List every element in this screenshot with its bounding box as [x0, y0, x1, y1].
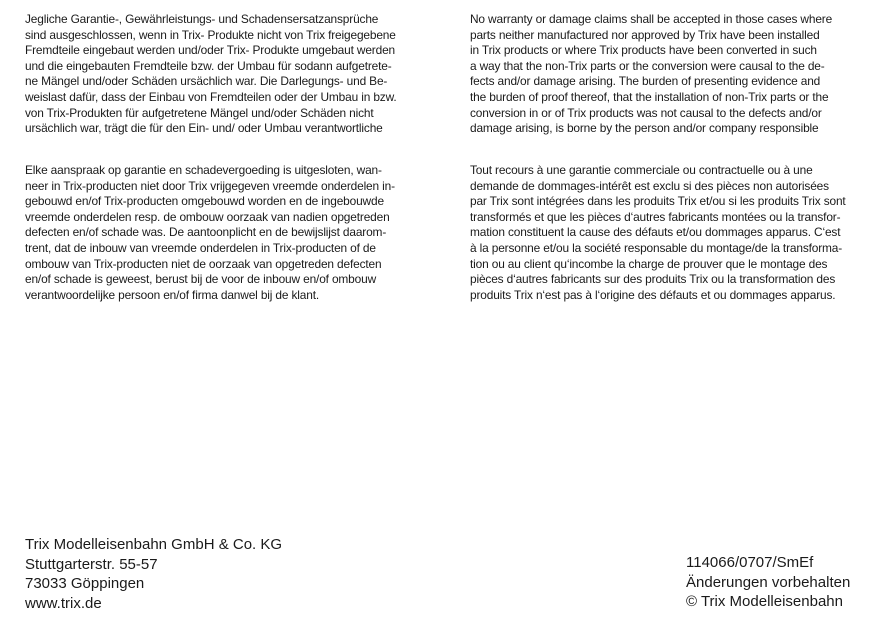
text-line: fects and/or damage arising. The burden of presenting evidence and	[470, 74, 821, 89]
text-line: tion ou au client qu‘incombe la charge de prouver que le montage des	[470, 256, 828, 271]
company-address	[25, 535, 282, 613]
city-address: 73033 Göppingen	[25, 575, 145, 592]
text-line: ursächlich war, trägt die für den Ein- und/ oder Umbau verantwortliche	[25, 121, 383, 136]
text-line: à la personne et/ou la société responsable du montage/de la transforma-	[470, 240, 843, 255]
text-line: demande de dommages-intérêt est exclu si des pièces non autorisées	[470, 178, 829, 193]
document-code: 114066/0707/SmEf	[686, 554, 814, 571]
text-line: produits Trix n‘est pas à l‘origine des défauts et ou dommages apparus.	[470, 287, 836, 302]
text-line: weislast dafür, dass der Einbau von Fremdteilen oder der Umbau in bzw.	[25, 89, 397, 104]
text-line: trent, dat de inbouw van vreemde onderdelen in Trix-producten of de	[25, 240, 376, 255]
text-line: Fremdteile eingebaut werden und/oder Trix- Produkte umgebaut werden	[25, 43, 396, 58]
text-line: vreemde onderdelen resp. de ombouw oorzaak van nadien opgetreden	[25, 209, 390, 224]
text-line: gebouwd en/of Trix-producten omgebouwd worden en de ingebouwde	[25, 194, 384, 209]
text-line: verantwoordelijke persoon en/of firma danwel bij de klant.	[25, 287, 320, 302]
text-line: a way that the non-Trix parts or the conversion were causal to the de-	[470, 58, 825, 73]
text-line: conversion in or of Trix products was not causal to the defects and/or	[470, 105, 822, 120]
warranty-text-english	[470, 12, 832, 137]
text-line: sind ausgeschlossen, wenn in Trix- Produkte nicht von Trix freigegebene	[25, 27, 396, 42]
text-line: pièces d‘autres fabricants sur des produits Trix ou la transformation des	[470, 272, 836, 287]
text-line: mation constituent la cause des défauts et/ou dommages apparus. C‘est	[470, 225, 841, 240]
text-line: the burden of proof thereof, that the installation of non-Trix parts or the	[470, 89, 829, 104]
change-notice: Änderungen vorbehalten	[686, 573, 851, 591]
text-line: en/of schade is geweest, berust bij de voor de inbouw en/of ombouw	[25, 272, 377, 287]
company-name: Trix Modelleisenbahn GmbH & Co. KG	[25, 536, 283, 553]
website-link[interactable]: www.trix.de	[25, 594, 102, 612]
text-line: ne Mängel und/oder Schäden ursächlich war. Die Darlegungs- und Be-	[25, 74, 388, 89]
text-line: Elke aanspraak op garantie en schadevergoeding is uitgesloten, wan-	[25, 163, 382, 177]
text-line: par Trix sont intégrées dans les produits Trix et/ou si les produits Trix sont	[470, 194, 846, 209]
text-line: transformés et que les pièces d‘autres fabricants montées ou la transfor-	[470, 209, 841, 224]
warranty-text-dutch	[25, 163, 395, 303]
warranty-text-french	[470, 163, 846, 303]
text-line: in Trix products or where Trix products have been converted in such	[470, 43, 817, 58]
text-line: damage arising, is borne by the person and/or company responsible	[470, 121, 819, 136]
text-line: und die eingebauten Fremdteile bzw. der Umbau für sodann aufgetrete-	[25, 58, 392, 73]
text-line: ombouw van Trix-producten niet de oorzaak van opgetreden defecten	[25, 256, 382, 271]
text-line: Jegliche Garantie-, Gewährleistungs- und Schadensersatzansprüche	[25, 12, 379, 26]
text-line: neer in Trix-producten niet door Trix vrijgegeven vreemde onderdelen in-	[25, 178, 395, 193]
document-info	[686, 553, 850, 612]
text-line: defecten en/of schade was. De aantoonplicht en de bewijslijst daarom-	[25, 225, 387, 240]
text-line: No warranty or damage claims shall be accepted in those cases where	[470, 12, 833, 26]
text-line: von Trix-Produkten für aufgetretene Mängel und/oder Schäden nicht	[25, 105, 374, 120]
copyright-notice: © Trix Modelleisenbahn	[686, 593, 843, 610]
street-address: Stuttgarterstr. 55-57	[25, 555, 158, 573]
text-line: Tout recours à une garantie commerciale ou contractuelle ou à une	[470, 163, 813, 177]
warranty-text-german	[25, 12, 397, 137]
text-line: parts neither manufactured nor approved by Trix have been installed	[470, 27, 820, 42]
